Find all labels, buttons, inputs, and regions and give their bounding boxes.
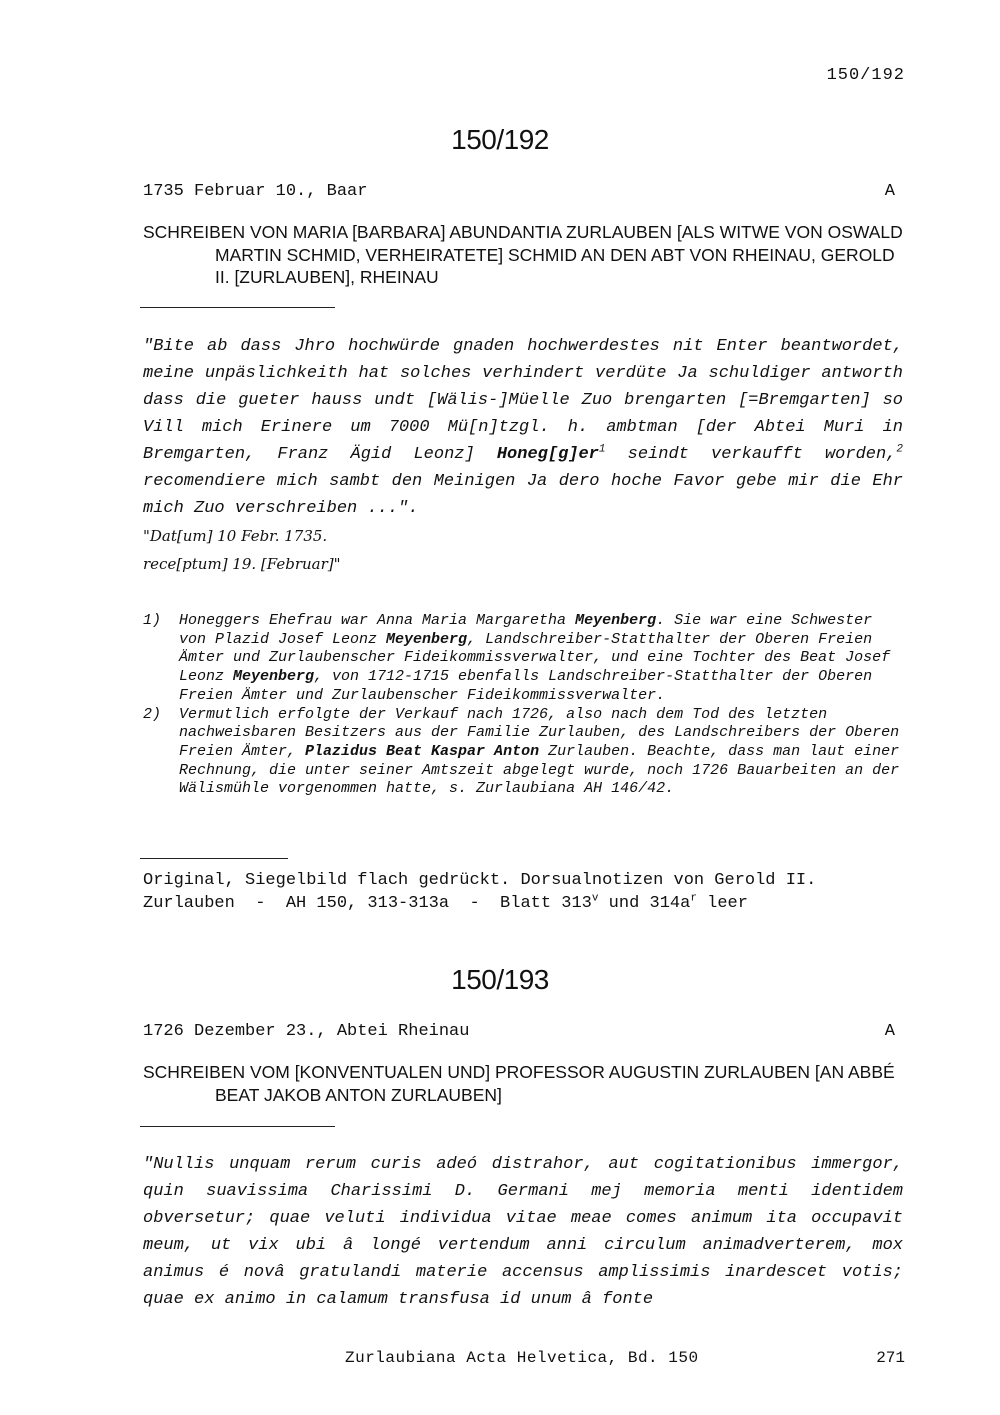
entry-regest: SCHREIBEN VOM [KONVENTUALEN UND] PROFESSOR AUGUSTIN ZURLAUBEN [AN ABBÉ BEAT JAKOB ANTON ZURLAUBEN] bbox=[143, 1062, 895, 1105]
transcription-quote: "Nullis unquam rerum curis adeó distrahor, aut cogitationibus immergor, quin suavissima Charissimi D. Germani mej memoria menti identidem obversetur; quae veluti individua vitae meae comes animum ita occupavit meum, ut vix ubi â longé vertendum anni circulum animadverterem, mox animus é novâ gratulandi materie accensus amplissimis inardescet votis; quae ex animo in calamum transfusa id unum â fonte bbox=[143, 1155, 903, 1309]
transcription-quote: "Bite ab dass Jhro hochwürde gnaden hochwerdestes nit Enter beantwordet, meine unpäslichkeith hat solches verhindert verdüte Ja schuldiger antworth dass die gueter hauss undt [Wälis-]Müelle Zuo brengarten [=Bremgarten] so Vill mich Erinere um 7000 Mü[n]tzgl. h. ambtman [der Abtei Muri in Bremgarten, Franz Ägid Leonz] $Honeg[g]er^1$ seindt verkaufft worden,$^2$ recomendiere mich sambt den Meinigen Ja dero hoche Favor gebe mir die Ehr mich Zuo verschreiben ...". bbox=[143, 337, 903, 518]
entry-date: 1735 Februar 10., Baar bbox=[143, 182, 368, 201]
entry-flag: A bbox=[884, 1022, 895, 1041]
footnote: 1) Honeggers Ehefrau war Anna Maria Margaretha Meyenberg. Sie war eine Schwester von Plazid Josef Leonz Meyenberg, Landschreiber-Statthalter der Oberen Freien Ämter und Zurlaubenscher Fideikommissverwalter, und eine Tochter des Beat Josef Leonz Meyenberg, von 1712-1715 ebenfalls Landschreiber-Statthalter der Oberen Freien Ämter und Zurlaubenscher Fideikommissverwalter. bbox=[143, 612, 891, 704]
page-footer: Zurlaubiana Acta Helvetica, Bd. 150 bbox=[345, 1349, 699, 1367]
entry-date: 1726 Dezember 23., Abtei Rheinau bbox=[143, 1022, 470, 1041]
handwritten-date-line: "Dat[um] 10 Febr. 1735. bbox=[143, 527, 328, 545]
running-head: 150/192 bbox=[826, 66, 905, 85]
page-number: 271 bbox=[876, 1349, 905, 1367]
entry-regest: SCHREIBEN VON MARIA [BARBARA] ABUNDANTIA ZURLAUBEN [ALS WITWE VON OSWALD MARTIN SCHMID, VERHEIRATETE] SCHMID AN DEN ABT VON RHEINAU, GEROLD II. [ZURLAUBEN], RHEINAU bbox=[143, 222, 903, 287]
divider bbox=[140, 858, 288, 859]
entry-flag: A bbox=[884, 182, 895, 201]
source-note: Original, Siegelbild flach gedrückt. Dorsualnotizen von Gerold II. Zurlauben - AH 150, 313-313a - Blatt 313$^v$ und $314a^r$ leer bbox=[143, 871, 817, 913]
divider bbox=[140, 307, 335, 308]
entry-number: 150/193 bbox=[451, 964, 549, 995]
footnotes bbox=[143, 612, 905, 799]
entry-dateline bbox=[143, 1022, 895, 1041]
divider bbox=[140, 1126, 335, 1127]
entry-dateline bbox=[143, 182, 895, 201]
handwritten-receipt-line: rece[ptum] 19. [Februar]" bbox=[143, 555, 341, 573]
footnote: 2) Vermutlich erfolgte der Verkauf nach 1726, also nach dem Tod des letzten nachweisbaren Besitzers aus der Familie Zurlauben, des Landschreibers der Oberen Freien Ämter, Plazidus Beat Kaspar Anton Zurlauben. Beachte, dass man laut einer Rechnung, die unter seiner Amtszeit abgelegt wurde, noch 1726 Bauarbeiten an der Wälismühle vorgenommen hatte, s. Zurlaubiana AH 146/42. bbox=[143, 705, 900, 798]
entry-number: 150/192 bbox=[451, 124, 549, 155]
